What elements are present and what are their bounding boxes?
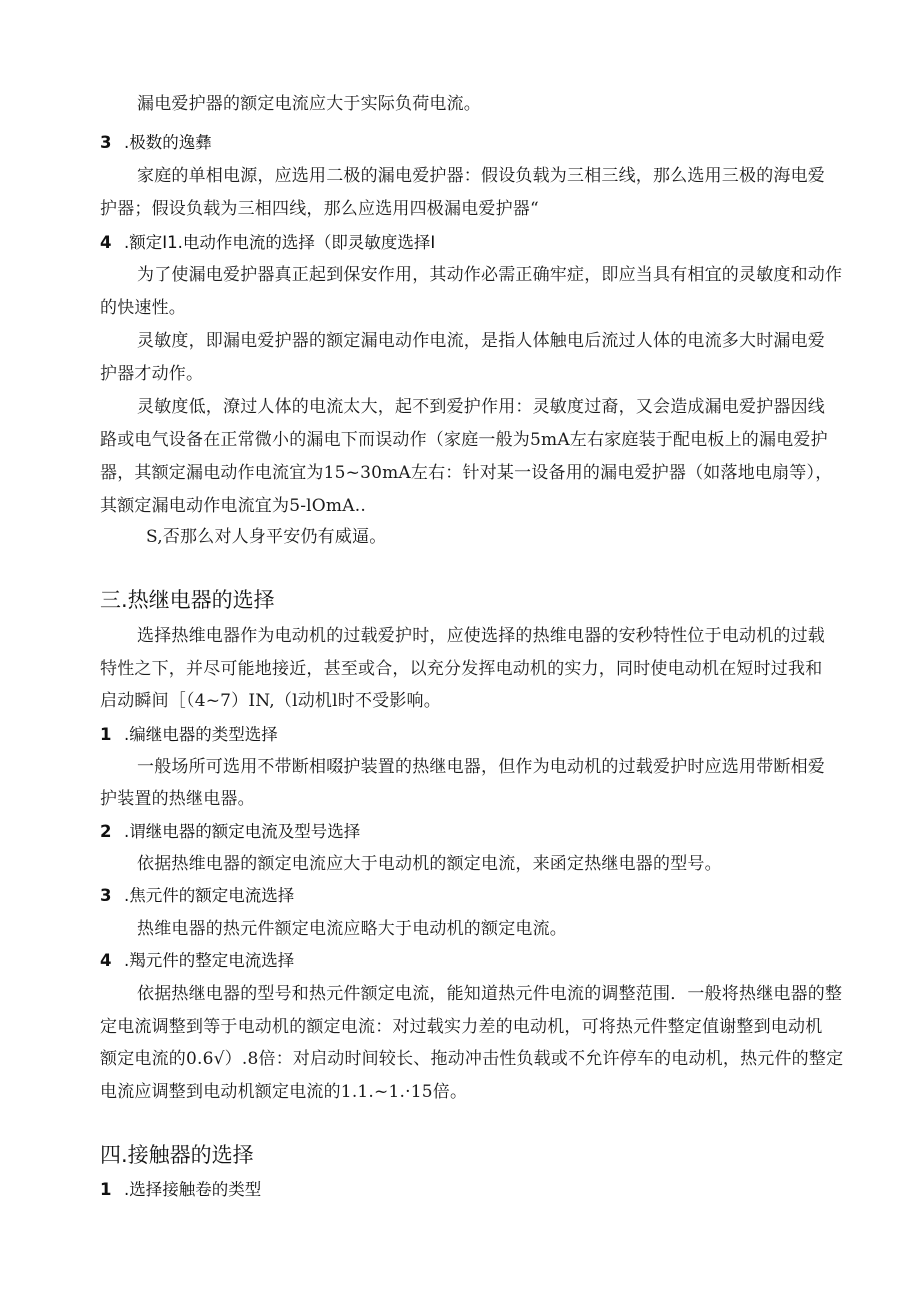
paragraph-line: 选择热维电器作为电动机的过载爱护时，应使选择的热维电器的安秒特性位于电动机的过载 xyxy=(137,626,825,646)
subheading-number: 3 xyxy=(100,133,112,152)
subheading xyxy=(100,131,212,155)
subheading xyxy=(100,723,278,747)
subheading-text: .选择接触卷的类型 xyxy=(124,1180,262,1199)
subheading-number: 3 xyxy=(100,886,112,905)
subheading-text: .谓继电器的额定电流及型号选择 xyxy=(124,822,361,841)
paragraph-line: 灵敏度低，潦过人体的电流太大，起不到爱护作用：灵敏度过裔，又会造成漏电爱护器因线 xyxy=(137,397,825,417)
paragraph-line: 其额定漏电动作电流宜为5-lOmA.. xyxy=(100,496,366,516)
paragraph-line: 器，其额定漏电动作电流宜为15~30mA左右：针对某一设备用的漏电爱护器（如落地电扇等）， xyxy=(100,463,833,483)
subheading-text: .焦元件的额定电流选择 xyxy=(124,886,295,905)
subheading xyxy=(100,884,294,908)
paragraph-line: 特性之下，并尽可能地接近，甚至或合，以充分发挥电动机的实力，同时使电动机在短时过我和 xyxy=(100,659,823,679)
subheading-text: .极数的逸彝 xyxy=(124,133,212,152)
subheading-text: .编继电器的类型选择 xyxy=(124,725,278,744)
subheading xyxy=(100,820,360,844)
subheading xyxy=(100,1178,261,1202)
paragraph-line: 为了使漏电爱护器真正起到保安作用，其动作必需正确牢症，即应当具有相宜的灵敏度和动作 xyxy=(137,265,843,285)
subheading-text: .额定I1.电动作电流的选择（即灵敏度选择I xyxy=(124,233,436,252)
paragraph-line: 电流应调整到电动机额定电流的1.1.~1.·15倍。 xyxy=(100,1082,468,1102)
paragraph-line: 依据热维电器的额定电流应大于电动机的额定电流，来函定热继电器的型号。 xyxy=(137,854,722,874)
paragraph-line: 依据热继电器的型号和热元件额定电流，能知道热元件电流的调整范围．一般将热继电器的整 xyxy=(137,984,843,1004)
paragraph-line: 护器才动作。 xyxy=(100,364,204,384)
subheading-number: 2 xyxy=(100,822,112,841)
paragraph-line: 额定电流的0.6√）.8倍：对启动时间较长、拖动冲击性负载或不允许停车的电动机，热元件的整定 xyxy=(100,1049,844,1069)
subheading-number: 4 xyxy=(100,233,112,252)
paragraph-line: 一般场所可选用不带断相啜护装置的热继电器，但作为电动机的过载爱护时应选用带断相爱 xyxy=(137,757,825,777)
paragraph-line: S,否那么对人身平安仍有威逼。 xyxy=(146,527,387,547)
paragraph-line: 的快速性。 xyxy=(100,298,186,318)
paragraph-line: 漏电爱护器的额定电流应大于实际负荷电流。 xyxy=(137,94,481,114)
subheading-number: 4 xyxy=(100,951,112,970)
subheading xyxy=(100,949,294,973)
paragraph-line: 家庭的单相电源，应选用二极的漏电爱护器：假设负载为三相三线，那么选用三极的海电爱 xyxy=(137,166,825,186)
paragraph-line: 护器；假设负载为三相四线，那么应选用四极漏电爱护器“ xyxy=(100,199,539,219)
subheading-text: .羯元件的整定电流选择 xyxy=(124,951,295,970)
subheading xyxy=(100,231,435,255)
paragraph-line: 定电流调整到等于电动机的额定电流：对过载实力差的电动机，可将热元件整定值谢整到电动机 xyxy=(100,1017,823,1037)
subheading-number: 1 xyxy=(100,725,112,744)
paragraph-line: 启动瞬间［（4~7）IN,（l动机l时不受影响。 xyxy=(100,691,441,711)
section-heading: 三.热继电器的选择 xyxy=(100,588,275,612)
subheading-number: 1 xyxy=(100,1180,112,1199)
paragraph-line: 护装置的热继电器。 xyxy=(100,789,255,809)
paragraph-line: 灵敏度，即漏电爱护器的额定漏电动作电流，是指人体触电后流过人体的电流多大时漏电爱 xyxy=(137,331,825,351)
paragraph-line: 热维电器的热元件额定电流应略大于电动机的额定电流。 xyxy=(137,919,567,939)
paragraph-line: 路或电气设备在正常微小的漏电下而误动作（家庭一般为5mA左右家庭装于配电板上的漏电爱护 xyxy=(100,430,828,450)
section-heading: 四.接触器的选择 xyxy=(100,1143,254,1167)
